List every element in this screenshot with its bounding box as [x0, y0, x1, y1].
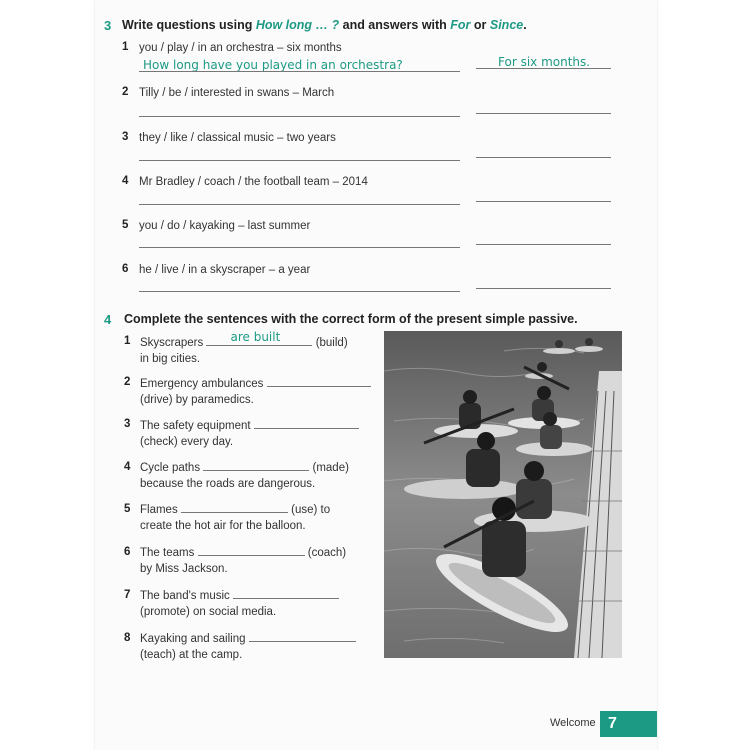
section-3-instruction: Write questions using How long … ? and answers with For or Since.: [122, 18, 527, 32]
footer-section-label: Welcome: [550, 717, 596, 729]
s4-sentence: Skyscrapers are built (build) in big cities.: [140, 330, 348, 365]
s3-item-number: 2: [122, 86, 129, 98]
s3-answer-question[interactable]: How long have you played in an orchestra?: [143, 58, 403, 72]
s3-question-line[interactable]: [139, 204, 460, 205]
section-4-number: 4: [104, 312, 112, 327]
section-4-instruction: Complete the sentences with the correct form of the present simple passive.: [124, 312, 578, 326]
s3-item-prompt: Mr Bradley / coach / the football team – 2014: [139, 176, 368, 188]
s3-question-line: [139, 71, 460, 72]
s4-answer-blank[interactable]: [249, 630, 356, 642]
s4-sentence: Cycle paths (made) because the roads are dangerous.: [140, 459, 380, 492]
s4-item-number: 7: [124, 589, 131, 601]
s4-answer-blank[interactable]: are built: [206, 334, 312, 346]
s4-answer-blank[interactable]: [254, 417, 359, 429]
s3-item-number: 5: [122, 219, 129, 231]
s4-sentence: Flames (use) to create the hot air for the balloon.: [140, 501, 380, 534]
s4-sentence: Kayaking and sailing (teach) at the camp.: [140, 630, 380, 663]
s3-short-line[interactable]: [476, 288, 611, 289]
s3-short-line[interactable]: [476, 244, 611, 245]
s3-short-line[interactable]: [476, 157, 611, 158]
s3-question-line[interactable]: [139, 116, 460, 117]
s4-item-number: 3: [124, 418, 131, 430]
s3-item-prompt: you / play / in an orchestra – six months: [139, 42, 342, 54]
s4-answer-blank[interactable]: [233, 587, 339, 599]
kayaking-photo: [384, 331, 622, 658]
s3-item-number: 3: [122, 131, 129, 143]
s4-answer-blank[interactable]: [198, 544, 305, 556]
s4-answer-blank[interactable]: [267, 375, 371, 387]
s4-item-number: 4: [124, 461, 131, 473]
s3-item-prompt: Tilly / be / interested in swans – March: [139, 87, 335, 99]
s3-question-line[interactable]: [139, 160, 460, 161]
s3-item-prompt: you / do / kayaking – last summer: [139, 220, 311, 232]
s4-item-number: 1: [124, 335, 131, 347]
s3-short-line: [476, 68, 611, 69]
s3-item-number: 6: [122, 263, 129, 275]
s3-item-number: 1: [122, 41, 129, 53]
s3-question-line[interactable]: [139, 291, 460, 292]
s4-answer-blank[interactable]: [181, 501, 288, 513]
section-3-number: 3: [104, 18, 112, 33]
s3-short-line[interactable]: [476, 201, 611, 202]
s3-item-prompt: he / live / in a skyscraper – a year: [139, 264, 311, 276]
s3-item-number: 4: [122, 175, 129, 187]
s3-answer-short[interactable]: For six months.: [498, 55, 591, 69]
s4-answer-blank[interactable]: [203, 459, 309, 471]
s4-sentence: The safety equipment (check) every day.: [140, 417, 380, 450]
s3-short-line[interactable]: [476, 113, 611, 114]
s4-item-number: 5: [124, 503, 131, 515]
s4-sentence: The teams (coach) by Miss Jackson.: [140, 544, 380, 577]
s3-item-prompt: they / like / classical music – two years: [139, 132, 336, 144]
s4-item-number: 8: [124, 632, 131, 644]
s3-question-line[interactable]: [139, 247, 460, 248]
s4-sentence: Emergency ambulances (drive) by paramedics.: [140, 375, 380, 408]
page-number-badge: 7: [600, 711, 657, 737]
kayaking-photo-illustration: [384, 331, 622, 658]
s4-sentence: The band's music (promote) on social media.: [140, 587, 380, 620]
s4-item-number: 6: [124, 546, 131, 558]
s4-item-number: 2: [124, 376, 131, 388]
